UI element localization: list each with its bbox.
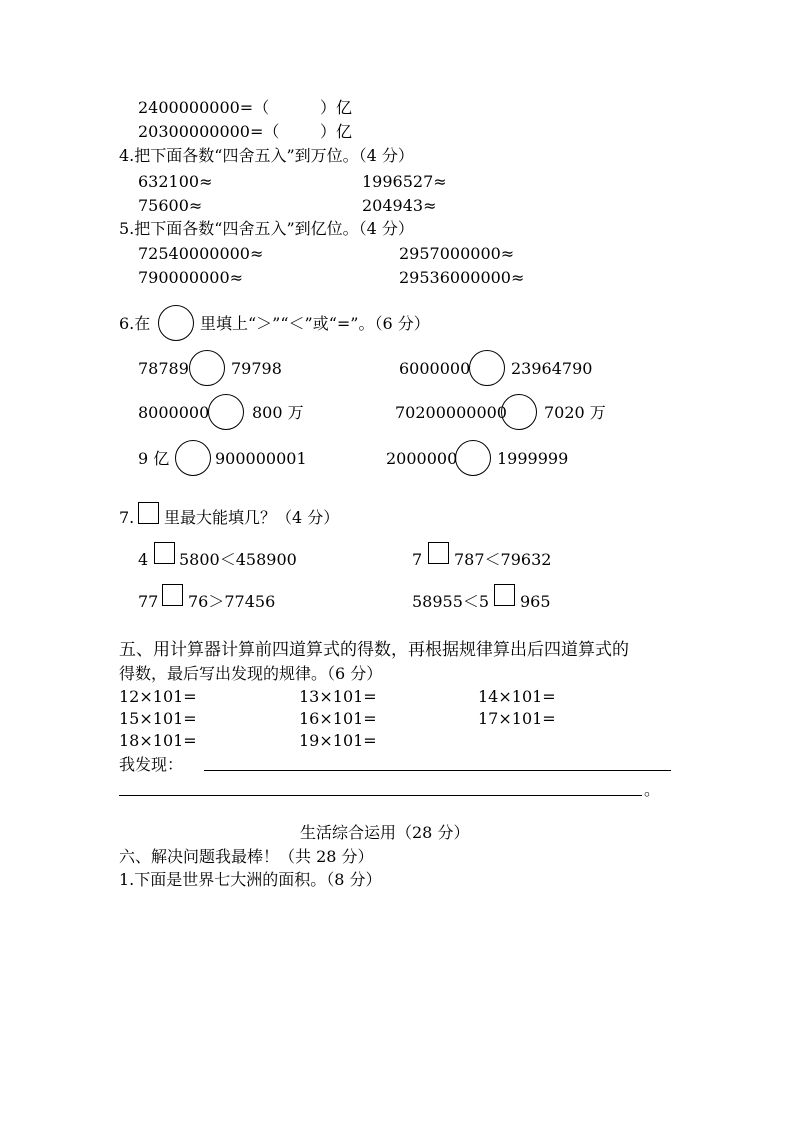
q7-right-part: 965: [520, 592, 551, 611]
q6-left-value: 78789: [138, 359, 189, 378]
q6-left-value: 9 亿: [138, 449, 170, 468]
q3-line1-number: 2400000000=（: [138, 98, 270, 117]
q4-item: 75600≈: [138, 196, 203, 215]
section5-expression: 15×101=: [119, 709, 197, 728]
q4-item: 632100≈: [138, 172, 213, 191]
answer-box[interactable]: [494, 584, 515, 606]
q7-left-part: 77: [138, 592, 159, 611]
section5-expression: 14×101=: [478, 687, 556, 706]
q3-line2-number: 20300000000=（: [138, 122, 280, 141]
section5-expression: 16×101=: [299, 709, 377, 728]
q4-item: 204943≈: [362, 196, 437, 215]
found-label: 我发现：: [119, 755, 184, 774]
comparison-circle[interactable]: [189, 350, 225, 386]
q6-left-value: 70200000000: [395, 403, 507, 422]
comparison-circle[interactable]: [175, 440, 211, 476]
q5-item: 2957000000≈: [399, 244, 515, 263]
section5-expression: 19×101=: [299, 731, 377, 750]
q6-right-value: 7020 万: [544, 403, 606, 422]
q7-left-part: 4: [138, 550, 149, 569]
end-period: 。: [644, 780, 661, 799]
answer-box[interactable]: [428, 542, 449, 564]
q4-title: 4.把下面各数“四舍五入”到万位。（4 分）: [119, 146, 414, 165]
comparison-circle[interactable]: [208, 394, 244, 430]
q6-left-value: 2000000: [386, 449, 458, 468]
comparison-circle[interactable]: [501, 394, 537, 430]
q6-title-prefix: 6.在: [119, 314, 151, 333]
q1-title: 1.下面是世界七大洲的面积。（8 分）: [119, 870, 382, 889]
q3-line2-unit: ）亿: [320, 122, 353, 141]
q6-left-value: 8000000: [138, 403, 210, 422]
q4-item: 1996527≈: [362, 172, 447, 191]
section5-expression: 18×101=: [119, 731, 197, 750]
section5-expression: 13×101=: [299, 687, 377, 706]
q6-right-value: 800 万: [252, 403, 304, 422]
q5-item: 790000000≈: [138, 268, 244, 287]
q6-right-value: 79798: [231, 359, 282, 378]
answer-box[interactable]: [154, 542, 175, 564]
q6-right-value: 23964790: [511, 359, 593, 378]
q6-title-suffix: 里填上“＞”“＜”或“=”。（6 分）: [200, 314, 430, 333]
q7-right-part: 76＞77456: [188, 592, 276, 611]
section5-title-line2: 得数，最后写出发现的规律。（6 分）: [119, 664, 383, 683]
answer-box[interactable]: [162, 584, 183, 606]
q5-title: 5.把下面各数“四舍五入”到亿位。（4 分）: [119, 219, 414, 238]
q7-title-prefix: 7.: [119, 508, 135, 527]
q7-right-part: 5800＜458900: [179, 550, 297, 569]
q7-title-box-icon: [138, 502, 159, 524]
section6-title: 六、解决问题我最棒！（共 28 分）: [119, 847, 374, 866]
q6-right-value: 900000001: [215, 449, 307, 468]
q3-line1-unit: ）亿: [320, 98, 353, 117]
q6-title-circle-icon: [158, 305, 194, 341]
q7-left-part: 58955＜5: [412, 592, 490, 611]
q7-title-suffix: 里最大能填几？（4 分）: [164, 508, 340, 527]
section5-expression: 17×101=: [478, 709, 556, 728]
answer-line[interactable]: [204, 770, 671, 771]
q6-right-value: 1999999: [497, 449, 569, 468]
comparison-circle[interactable]: [469, 350, 505, 386]
q6-left-value: 6000000: [399, 359, 471, 378]
comparison-circle[interactable]: [455, 440, 491, 476]
q7-left-part: 7: [412, 550, 423, 569]
section5-title-line1: 五、用计算器计算前四道算式的得数，再根据规律算出后四道算式的: [119, 640, 629, 660]
section-heading: 生活综合运用（28 分）: [300, 823, 470, 842]
section5-expression: 12×101=: [119, 687, 197, 706]
answer-line[interactable]: [119, 795, 642, 796]
q5-item: 72540000000≈: [138, 244, 264, 263]
q5-item: 29536000000≈: [399, 268, 525, 287]
q7-right-part: 787＜79632: [454, 550, 552, 569]
